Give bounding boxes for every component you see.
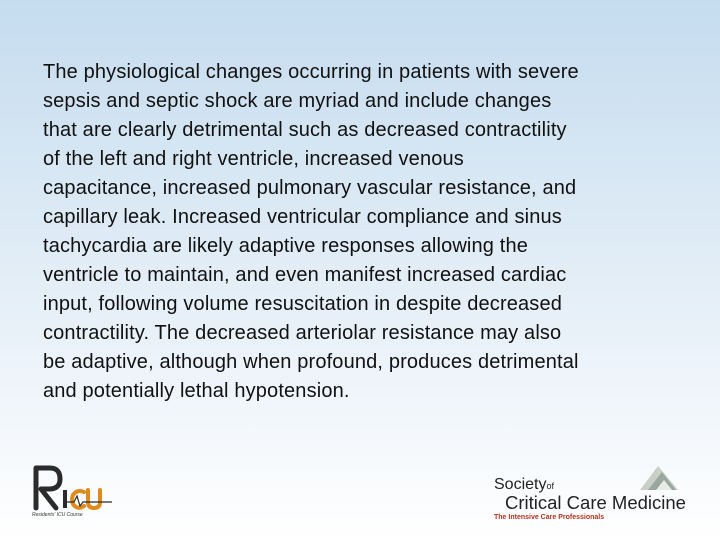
body-line: tachycardia are likely adaptive responses allowing the	[43, 235, 529, 257]
sccm-name: Critical Care Medicine	[505, 492, 686, 513]
ricu-logo	[30, 462, 120, 522]
sccm-of: of	[546, 481, 554, 491]
body-line: that are clearly detrimental such as decreased contractility	[43, 119, 567, 141]
body-line: capacitance, increased pulmonary vascular resistance, and	[43, 177, 577, 199]
ricu-tagline: Residents' ICU Course	[32, 512, 83, 518]
body-line: and potentially lethal hypotension.	[43, 380, 350, 402]
body-line: capillary leak. Increased ventricular compliance and sinus	[43, 206, 562, 228]
sccm-logo	[488, 462, 688, 524]
body-line: contractility. The decreased arteriolar resistance may also	[43, 322, 562, 344]
ricu-logo-mark	[30, 462, 120, 512]
body-line: ventricle to maintain, and even manifest increased cardiac	[43, 264, 567, 286]
body-line: sepsis and septic shock are myriad and include changes	[43, 90, 552, 112]
sccm-society: Society	[494, 476, 547, 493]
body-text	[43, 58, 693, 406]
sccm-tagline: The Intensive Care Professionals	[494, 514, 605, 521]
body-line: of the left and right ventricle, increased venous	[43, 148, 464, 170]
body-line: The physiological changes occurring in patients with severe	[43, 61, 579, 83]
body-line: input, following volume resuscitation in despite decreased	[43, 293, 562, 315]
sccm-mountain-icon	[638, 462, 680, 492]
body-line: be adaptive, although when profound, produces detrimental	[43, 351, 579, 373]
